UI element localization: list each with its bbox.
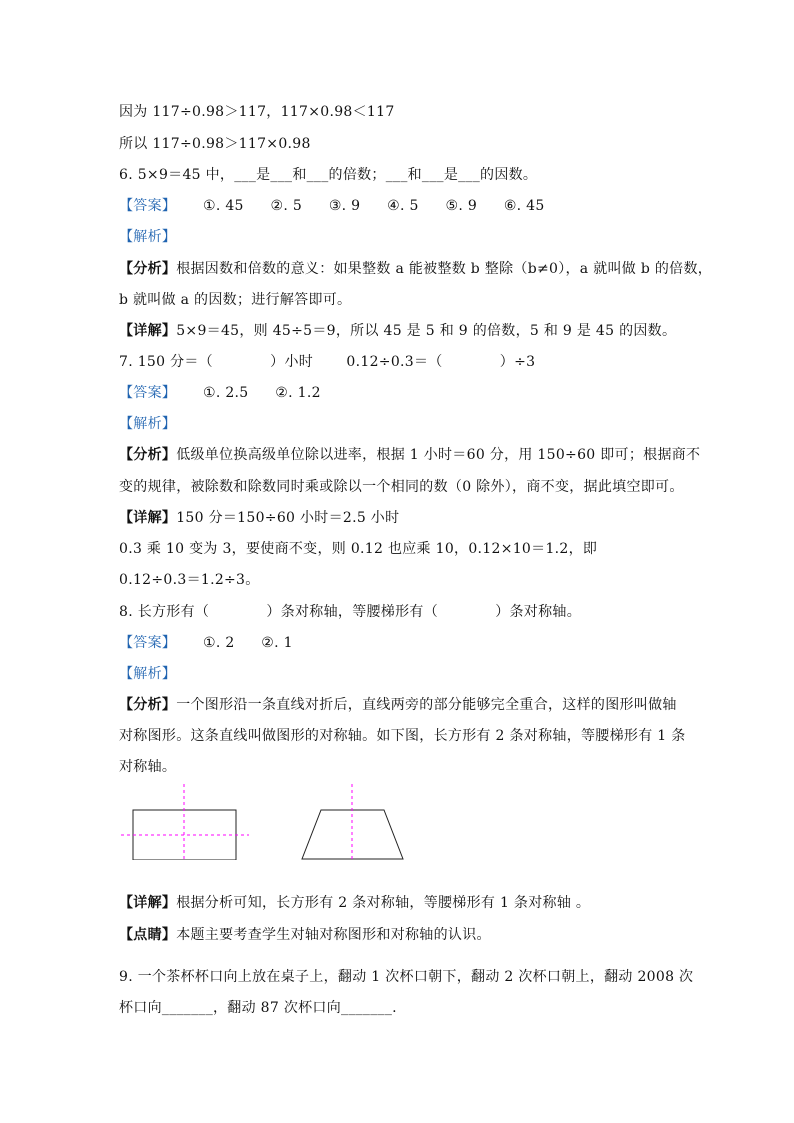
- xiangjie-text: 5×9＝45，则 45÷5＝9，所以 45 是 5 和 9 的倍数，5 和 9 是 45 的因数。: [176, 323, 677, 339]
- question-7: 7. 150 分＝（ ）小时 0.12÷0.3＝（ ）÷3: [119, 354, 536, 370]
- fenxi-tag: 【分析】: [119, 261, 177, 277]
- answer-item: ⑥. 45: [503, 198, 545, 214]
- answer-item: ③. 9: [328, 198, 361, 214]
- jiexi-tag: 【解析】: [119, 666, 177, 682]
- q6-xiangjie: [119, 321, 676, 341]
- xiangjie-text: 根据分析可知，长方形有 2 条对称轴，等腰梯形有 1 条对称轴 。: [176, 895, 591, 911]
- answer-item: ①. 2: [202, 635, 235, 651]
- fenxi-text: 根据因数和倍数的意义：如果整数 a 能被整数 b 整除（b≠0），a 就叫做 b 的倍数，: [176, 261, 713, 277]
- answer-item: ⑤. 9: [445, 198, 478, 214]
- q8-answer-line: [119, 633, 315, 653]
- text-line: 0.3 乘 10 变为 3，要使商不变，则 0.12 也应乘 10，0.12×10＝1.2，即: [119, 541, 598, 557]
- answer-item: ②. 1.2: [275, 385, 321, 401]
- q6-fenxi: [119, 259, 712, 279]
- text-line: 因为 117÷0.98＞117，117×0.98＜117: [119, 104, 395, 120]
- q6-answer-line: [119, 196, 567, 216]
- xiangjie-text: 150 分＝150÷60 小时＝2.5 小时: [176, 510, 400, 526]
- question-9: 9. 一个茶杯杯口向上放在桌子上，翻动 1 次杯口朝下，翻动 2 次杯口朝上，翻动 2008 次: [119, 969, 694, 985]
- xiangjie-tag: 【详解】: [119, 895, 177, 911]
- dianjing-tag: 【点睛】: [119, 927, 177, 943]
- text-line: 0.12÷0.3＝1.2÷3。: [119, 572, 260, 588]
- q6-jiexi: [119, 227, 176, 247]
- text-line: 变的规律，被除数和除数同时乘或除以一个相同的数（0 除外），商不变，据此填空即可。: [119, 479, 684, 495]
- answer-item: ②. 1: [261, 635, 293, 651]
- q8-fenxi: [119, 695, 677, 715]
- jiexi-tag: 【解析】: [119, 416, 177, 432]
- answer-tag: 【答案】: [119, 385, 177, 401]
- q8-xiangjie: [119, 893, 590, 913]
- question-6: 6. 5×9＝45 中，___是___和___的倍数；___和___是___的因数。: [119, 167, 538, 183]
- jiexi-tag: 【解析】: [119, 229, 177, 245]
- answer-item: ①. 2.5: [202, 385, 249, 401]
- answer-item: ①. 45: [202, 198, 244, 214]
- q8-dianjing: [119, 925, 491, 945]
- dianjing-text: 本题主要考查学生对轴对称图形和对称轴的认识。: [176, 927, 491, 943]
- answer-item: ④. 5: [387, 198, 419, 214]
- answer-tag: 【答案】: [119, 635, 177, 651]
- q7-jiexi: [119, 414, 176, 434]
- text-line: 所以 117÷0.98＞117×0.98: [119, 136, 311, 152]
- fenxi-text: 低级单位换高级单位除以进率，根据 1 小时＝60 分，用 150÷60 即可；根据商不: [176, 447, 701, 463]
- q7-fenxi: [119, 445, 700, 465]
- text-line: 对称轴。: [119, 759, 177, 775]
- text-line: 对称图形。这条直线叫做图形的对称轴。如下图，长方形有 2 条对称轴，等腰梯形有 1 条: [119, 728, 686, 744]
- text-line: b 就叫做 a 的因数；进行解答即可。: [119, 292, 352, 308]
- answer-item: ②. 5: [270, 198, 303, 214]
- q8-jiexi: [119, 664, 176, 684]
- q7-xiangjie: [119, 508, 399, 528]
- text-line: 杯口向_______，翻动 87 次杯口向_______.: [119, 1000, 397, 1016]
- xiangjie-tag: 【详解】: [119, 323, 177, 339]
- symmetry-figure: [119, 780, 419, 860]
- question-8: 8. 长方形有（ ）条对称轴，等腰梯形有（ ）条对称轴。: [119, 604, 582, 620]
- q7-answer-line: [119, 383, 343, 403]
- fenxi-text: 一个图形沿一条直线对折后，直线两旁的部分能够完全重合，这样的图形叫做轴: [176, 697, 677, 713]
- xiangjie-tag: 【详解】: [119, 510, 177, 526]
- fenxi-tag: 【分析】: [119, 697, 177, 713]
- answer-tag: 【答案】: [119, 198, 177, 214]
- fenxi-tag: 【分析】: [119, 447, 177, 463]
